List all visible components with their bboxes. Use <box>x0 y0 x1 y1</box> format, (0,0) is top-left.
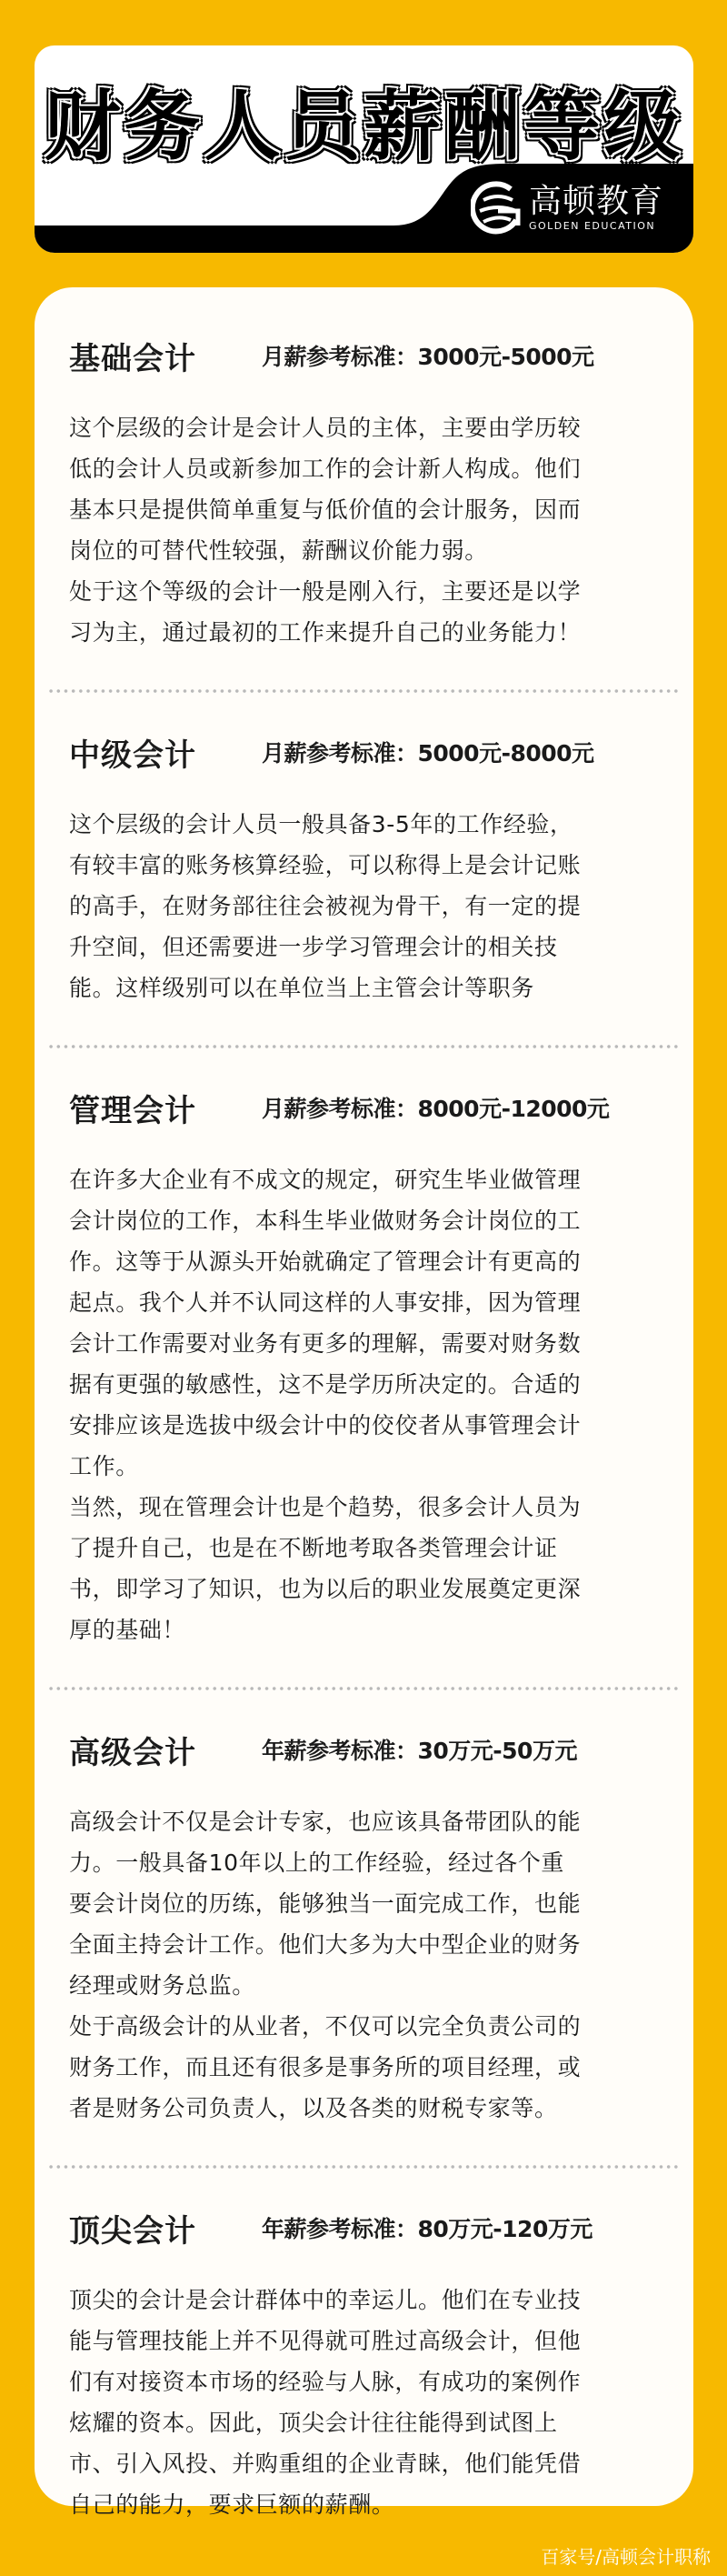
body-line: 安排应该是选拔中级会计中的佼佼者从事管理会计 <box>69 1412 582 1438</box>
level-title: 高级会计 <box>69 1734 196 1771</box>
level-title: 管理会计 <box>69 1092 196 1129</box>
body-line: 要会计岗位的历练，能够独当一面完成工作，也能 <box>69 1890 582 1917</box>
body-line: 厚的基础！ <box>69 1617 186 1643</box>
body-line: 的高手，在财务部往往会被视为骨干，有一定的提 <box>69 893 582 919</box>
body-line: 们有对接资本市场的经验与人脉，有成功的案例作 <box>69 2369 582 2395</box>
body-line: 自己的能力，要求巨额的薪酬。 <box>69 2491 395 2518</box>
body-line: 据有更强的敏感性，这不是学历所决定的。合适的 <box>69 1371 582 1398</box>
level-title: 顶尖会计 <box>69 2212 196 2250</box>
content-card <box>35 287 693 2518</box>
body-line: 书，即学习了知识，也为以后的职业发展奠定更深 <box>69 1576 582 1602</box>
level-title: 中级会计 <box>69 737 196 774</box>
section-body <box>69 1159 693 1650</box>
globe-logo-icon <box>471 180 523 236</box>
body-line: 市、引入风投、并购重组的企业青睐，他们能凭借 <box>69 2451 582 2477</box>
section-body <box>69 407 693 653</box>
brand-logo <box>471 180 663 236</box>
body-line: 基本只是提供简单重复与低价值的会计服务，因而 <box>69 496 582 523</box>
dotted-divider <box>47 1687 681 1690</box>
body-line: 处于高级会计的从业者，不仅可以完全负责公司的 <box>69 2013 582 2040</box>
section-header <box>69 1731 693 1771</box>
body-line: 财务工作，而且还有很多是事务所的项目经理，或 <box>69 2054 582 2080</box>
body-line: 有较丰富的账务核算经验，可以称得上是会计记账 <box>69 852 582 878</box>
section-header <box>69 2210 693 2250</box>
body-line: 了提升自己，也是在不断地考取各类管理会计证 <box>69 1535 558 1561</box>
section-header <box>69 734 693 774</box>
section-body <box>69 2280 693 2525</box>
body-line: 这个层级的会计是会计人员的主体，主要由学历较 <box>69 415 582 441</box>
section-header <box>69 1089 693 1129</box>
header-banner <box>35 45 693 253</box>
body-line: 起点。我个人并不认同这样的人事安排，因为管理 <box>69 1289 582 1316</box>
body-line: 炫耀的资本。因此，顶尖会计往往能得到试图上 <box>69 2410 558 2436</box>
body-line: 这个层级的会计人员一般具备3-5年的工作经验， <box>69 811 573 837</box>
body-line: 会计岗位的工作，本科生毕业做财务会计岗位的工 <box>69 1208 582 1234</box>
body-line: 高级会计不仅是会计专家，也应该具备带团队的能 <box>69 1809 582 1835</box>
salary-standard: 年薪参考标准：80万元-120万元 <box>262 2216 593 2242</box>
body-line: 力。一般具备10年以上的工作经验，经过各个重 <box>69 1849 565 1876</box>
body-line: 在许多大企业有不成文的规定，研究生毕业做管理 <box>69 1167 582 1193</box>
body-line: 工作。 <box>69 1453 139 1479</box>
body-line: 能与管理技能上并不见得就可胜过高级会计，但他 <box>69 2328 582 2354</box>
body-line: 作。这等于从源头开始就确定了管理会计有更高的 <box>69 1248 582 1275</box>
section-header <box>69 337 693 377</box>
dotted-divider <box>47 1045 681 1048</box>
level-title: 基础会计 <box>69 340 196 377</box>
body-line: 全面主持会计工作。他们大多为大中型企业的财务 <box>69 1931 582 1958</box>
brand-name-en: GOLDEN EDUCATION <box>529 220 656 232</box>
body-line: 习为主，通过最初的工作来提升自己的业务能力！ <box>69 619 582 646</box>
body-line: 当然，现在管理会计也是个趋势，很多会计人员为 <box>69 1494 582 1520</box>
page-title: 财务人员薪酬等级 <box>44 82 684 171</box>
salary-standard: 月薪参考标准：8000元-12000元 <box>262 1096 610 1122</box>
section-body <box>69 1801 693 2129</box>
body-line: 顶尖的会计是会计群体中的幸运儿。他们在专业技 <box>69 2287 582 2313</box>
body-line: 经理或财务总监。 <box>69 1972 255 1999</box>
section-body <box>69 804 693 1008</box>
salary-standard: 月薪参考标准：5000元-8000元 <box>262 740 594 767</box>
brand-name-cn: 高顿教育 <box>529 183 664 220</box>
body-line: 岗位的可替代性较强，薪酬议价能力弱。 <box>69 537 488 564</box>
salary-level-section <box>35 734 693 1048</box>
footer-source: 百家号/高顿会计职称 <box>541 2546 711 2568</box>
body-line: 者是财务公司负责人，以及各类的财税专家等。 <box>69 2095 558 2121</box>
body-line: 能。这样级别可以在单位当上主管会计等职务 <box>69 975 535 1001</box>
salary-level-section <box>35 337 693 693</box>
salary-standard: 年薪参考标准：30万元-50万元 <box>262 1738 577 1764</box>
salary-standard: 月薪参考标准：3000元-5000元 <box>262 344 594 370</box>
salary-level-section <box>35 2210 693 2525</box>
body-line: 升空间，但还需要进一步学习管理会计的相关技 <box>69 934 558 960</box>
body-line: 处于这个等级的会计一般是刚入行，主要还是以学 <box>69 578 582 605</box>
salary-level-section <box>35 1089 693 1690</box>
body-line: 低的会计人员或新参加工作的会计新人构成。他们 <box>69 456 582 482</box>
dotted-divider <box>47 689 681 693</box>
dotted-divider <box>47 2165 681 2169</box>
salary-level-section <box>35 1731 693 2169</box>
body-line: 会计工作需要对业务有更多的理解，需要对财务数 <box>69 1330 582 1357</box>
